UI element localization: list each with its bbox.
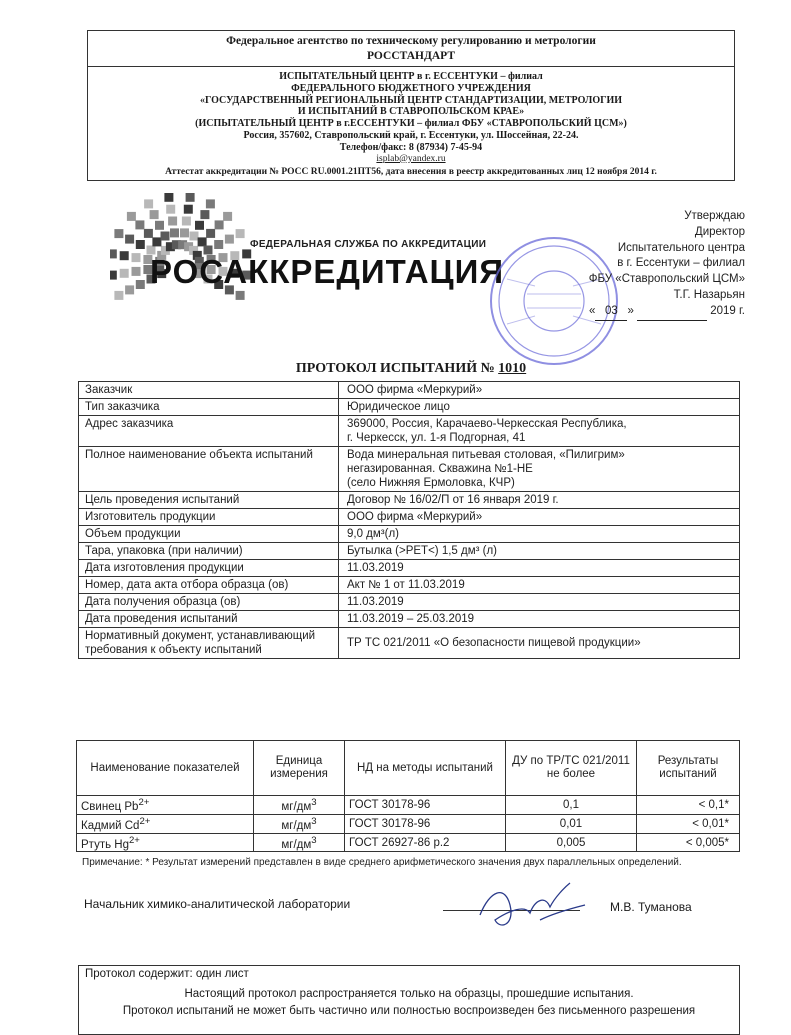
info-value [339,447,740,492]
method-cell [345,833,506,852]
info-key: Тип заказчика [79,399,339,416]
method-cell [345,814,506,833]
info-value-line: Бутылка (>PET<) 1,5 дм³ (л) [347,545,498,557]
info-key: Дата получения образца (ов) [79,594,339,611]
result-cell [637,796,740,815]
table-row [79,399,740,416]
info-value-line: ТР ТС 021/2011 «О безопасности пищевой продукции» [347,637,641,649]
results-note: Примечание: * Результат измерений представлен в виде среднего арифметического значения двух параллельных определений. [82,857,682,868]
protocol-info-table [78,381,740,659]
header-agency [88,31,734,67]
table-row [79,577,740,594]
handwritten-signature-icon [470,875,590,935]
unit-cell-part: мг/дм [281,838,312,851]
logo-wordmark: РОСАККРЕДИТАЦИЯ [150,253,505,290]
center-line: «ГОСУДАРСТВЕННЫЙ РЕГИОНАЛЬНЫЙ ЦЕНТР СТАНДАРТИЗАЦИИ, МЕТРОЛОГИИ [199,94,623,106]
limit-cell-part: 0,1 [563,798,579,811]
table-row [79,543,740,560]
footer-copy-note: Протокол испытаний не может быть частично или полностью воспроизведен без письменного разрешения [122,1005,696,1017]
info-value [339,594,740,611]
center-line: (ИСПЫТАТЕЛЬНЫЙ ЦЕНТР в г.ЕССЕНТУКИ – филиал ФБУ «СТАВРОПОЛЬСКИЙ ЦСМ») [195,118,627,130]
center-email[interactable]: isplab@yandex.ru [376,153,446,164]
indicator-cell-part: Ртуть Hg [81,838,129,851]
info-value-line: ООО фирма «Меркурий» [347,384,483,396]
approve-position: Директор [694,225,745,238]
footer-box [78,965,740,1035]
info-value-line: 11.03.2019 – 25.03.2019 [347,613,475,625]
info-value-line: 11.03.2019 [347,596,404,608]
approve-org-line: ФБУ «Ставропольский ЦСМ» [588,273,745,286]
result-cell [637,833,740,852]
info-value [339,526,740,543]
approve-date: « 03 » 2019 г. [580,304,745,321]
info-value [339,628,740,659]
limit-cell [506,814,637,833]
signature-title: Начальник химико-аналитической лаборатории [84,897,351,911]
table-row [79,416,740,447]
result-cell [637,814,740,833]
info-key: Номер, дата акта отбора образца (ов) [79,577,339,594]
info-value [339,560,740,577]
approve-block [580,209,745,321]
center-line: И ИСПЫТАНИЙ В СТАВРОПОЛЬСКОМ КРАЕ» [297,106,525,118]
footer-sheets: Протокол содержит: один лист [85,968,249,980]
info-value [339,416,740,447]
info-key: Изготовитель продукции [79,509,339,526]
info-value-line: г. Черкесск, ул. 1-я Подгорная, 41 [347,432,526,444]
info-key: Дата изготовления продукции [79,560,339,577]
approve-signer: Т.Г. Назарьян [673,288,745,301]
method-cell [345,796,506,815]
table-row [77,814,740,833]
approve-date-month [637,304,707,321]
info-value [339,543,740,560]
result-cell-part: < 0,1* [698,798,729,811]
protocol-number: 1010 [498,361,527,376]
table-row [79,560,740,577]
info-key: Цель проведения испытаний [79,492,339,509]
result-cell-part: < 0,005* [685,836,729,849]
col-header-limit: ДУ по ТР/ТС 021/2011 не более [506,741,637,796]
info-value [339,509,740,526]
info-value-line: 9,0 дм³(л) [347,528,399,540]
protocol-title-prefix: ПРОТОКОЛ ИСПЫТАНИЙ № [295,361,495,376]
indicator-cell-part: 2+ [138,797,150,808]
limit-cell-part: 0,005 [556,836,586,849]
method-cell-part: ГОСТ 30178-96 [349,817,431,830]
approve-heading: Утверждаю [684,210,745,222]
logo-caption: ФЕДЕРАЛЬНАЯ СЛУЖБА ПО АККРЕДИТАЦИИ [250,239,487,250]
info-key: Заказчик [79,382,339,399]
info-value-line: 11.03.2019 [347,562,404,574]
indicator-cell [77,814,254,833]
info-key: Дата проведения испытаний [79,611,339,628]
unit-cell-part: 3 [311,797,317,808]
indicator-cell-part: 2+ [139,815,151,827]
table-row [77,833,740,852]
limit-cell [506,833,637,852]
info-value [339,492,740,509]
rosstandart-name: РОССТАНДАРТ [366,50,456,62]
info-value-line: негазированная. Скважина №1-НЕ [347,463,533,475]
table-row [77,796,740,815]
center-line: ФЕДЕРАЛЬНОГО БЮДЖЕТНОГО УЧРЕЖДЕНИЯ [291,82,531,94]
approve-org-line: в г. Ессентуки – филиал [617,257,745,270]
col-header-result: Результаты испытаний [637,741,740,796]
protocol-title [87,361,735,377]
indicator-cell-part: 2+ [128,834,140,846]
info-value-line: Юридическое лицо [347,401,450,413]
result-cell-part: < 0,01* [692,817,729,830]
info-key: Тара, упаковка (при наличии) [79,543,339,560]
signer-name: М.В. Туманова [610,900,692,914]
info-value [339,399,740,416]
table-row [79,509,740,526]
info-key: Объем продукции [79,526,339,543]
info-value-line: (село Нижняя Ермоловка, КЧР) [347,477,515,489]
approve-org-line: Испытательного центра [617,241,745,254]
info-value-line: ООО фирма «Меркурий» [347,511,483,523]
info-key: Нормативный документ, устанавливающий требования к объекту испытаний [79,628,339,659]
center-address: Россия, 357602, Ставропольский край, г. Ессентуки, ул. Шоссейная, 22-24. [243,129,579,141]
center-phone: Телефон/факс: 8 (87934) 7-45-94 [339,141,483,153]
unit-cell-part: 3 [311,834,317,846]
table-row [79,447,740,492]
table-row [79,526,740,543]
results-header-row [77,741,740,796]
limit-cell-part: 0,01 [559,817,583,830]
limit-cell [506,796,637,815]
unit-cell-part: 3 [311,815,317,827]
table-row [79,382,740,399]
footer-scope-note: Настоящий протокол распространяется только на образцы, прошедшие испытания. [184,988,634,1000]
col-header-indicator: Наименование показателей [77,741,254,796]
info-value [339,577,740,594]
table-row [79,628,740,659]
table-row [79,594,740,611]
approve-date-day: 03 [595,304,627,321]
agency-name: Федеральное агентство по техническому регулированию и метрологии [226,35,596,47]
info-key: Полное наименование объекта испытаний [79,447,339,492]
info-key: Адрес заказчика [79,416,339,447]
unit-cell [254,796,345,815]
unit-cell-part: мг/дм [281,800,312,813]
indicator-cell-part: Свинец Pb [81,800,139,813]
unit-cell [254,814,345,833]
info-value [339,611,740,628]
info-value-line: Вода минеральная питьевая столовая, «Пилигрим» [347,449,625,461]
unit-cell-part: мг/дм [281,819,312,832]
info-value-line: Акт № 1 от 11.03.2019 [347,579,465,591]
unit-cell [254,833,345,852]
method-cell-part: ГОСТ 26927-86 р.2 [349,836,450,849]
info-value-line: 369000, Россия, Карачаево-Черкесская Республика, [347,418,627,430]
method-cell-part: ГОСТ 30178-96 [349,798,431,811]
table-row [79,492,740,509]
indicator-cell [77,833,254,852]
results-table [76,740,740,852]
table-row [79,611,740,628]
info-value [339,382,740,399]
approve-date-year: 2019 г. [710,304,745,317]
col-header-unit: Единица измерения [254,741,345,796]
accreditation-line: Аттестат аккредитации № РОСС RU.0001.21ПТ56, дата внесения в реестр аккредитованных лиц 12 ноября 2014 г. [165,167,657,177]
info-value-line: Договор № 16/02/П от 16 января 2019 г. [347,494,559,506]
col-header-method: НД на методы испытаний [345,741,506,796]
indicator-cell-part: Кадмий Cd [81,819,140,832]
indicator-cell [77,796,254,815]
header-box [87,30,735,181]
center-line: ИСПЫТАТЕЛЬНЫЙ ЦЕНТР в г. ЕССЕНТУКИ – филиал [279,71,543,82]
